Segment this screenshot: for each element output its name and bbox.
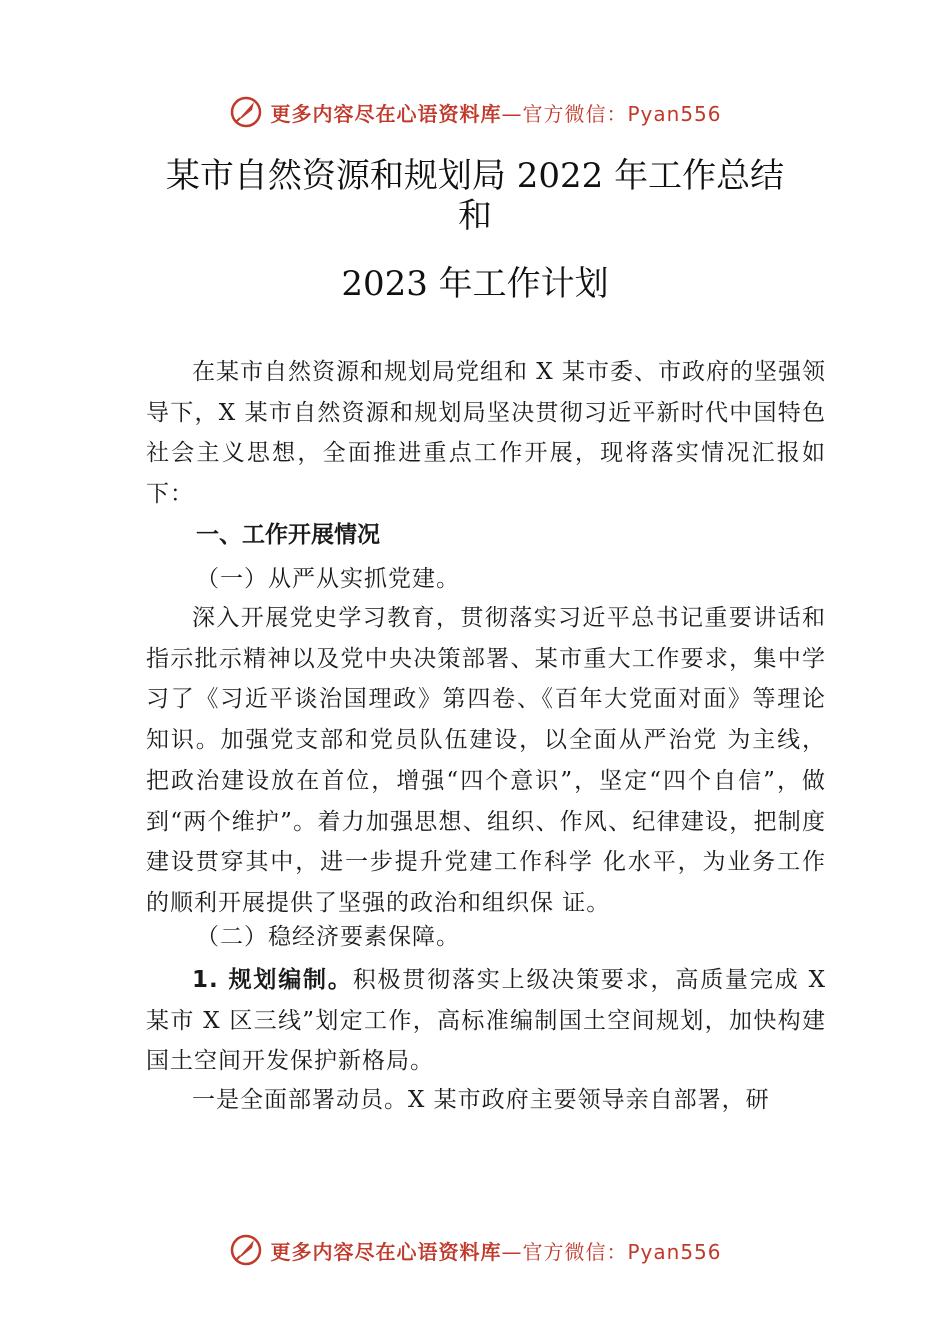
- section-heading: 一、工作开展情况: [196, 522, 380, 548]
- intro-paragraph: 在某市自然资源和规划局党组和 X 某市委、市政府的坚强领导下，X 某市自然资源和规划局坚决贯彻习近平新时代中国特色社会主义思想，全面推进重点工作开展，现将落实情况汇报如下：: [146, 359, 826, 508]
- party-building-paragraph: 深入开展党史学习教育，贯彻落实习近平总书记重要讲话和指示批示精神以及党中央决策部署、某市重大工作要求，集中学习了《习近平谈治国理政》第四卷、《百年大党面对面》等理论知识。加强党支部和党员队伍建设，以全面从严治党 为主线，把政治建设放在首位，增强“四个意识”，坚定“四个自信”，做到“两个维护”。着力加强思想、组织、作风、纪律建设，把制度建设贯穿其中，进一步提升党建工作科学 化水平，为业务工作的顺利开展提供了坚强的政治和组织保 证。: [146, 605, 826, 916]
- planning-body: 积极贯彻落实上级决策要求，高质量完成 X 某市 X 区三线”划定工作，高标准编制国土空间规划，加快构建国土空间开发保护新格局。: [146, 967, 827, 1075]
- document-title-line2: 和: [458, 196, 492, 236]
- document-title-line3: 2023 年工作计划: [341, 264, 609, 304]
- subsection-heading-party-building: （一）从严从实抓党建。: [196, 566, 460, 592]
- quill-logo-icon: [228, 94, 264, 130]
- watermark-text: 更多内容尽在心语资料库—官方微信：Pyan556: [270, 101, 722, 126]
- watermark-text: 更多内容尽在心语资料库—官方微信：Pyan556: [270, 1239, 722, 1264]
- watermark-header: [0, 94, 950, 130]
- watermark-footer: [0, 1232, 950, 1268]
- subsection-heading-economic-support: （二）稳经济要素保障。: [196, 924, 460, 950]
- planning-lead: 1. 规划编制。: [192, 967, 353, 993]
- planning-paragraph: [146, 960, 826, 1082]
- quill-logo-icon: [228, 1232, 264, 1268]
- mobilization-paragraph: 一是全面部署动员。X 某市政府主要领导亲自部署，研: [192, 1087, 770, 1113]
- document-title-line1: 某市自然资源和规划局 2022 年工作总结: [165, 156, 785, 196]
